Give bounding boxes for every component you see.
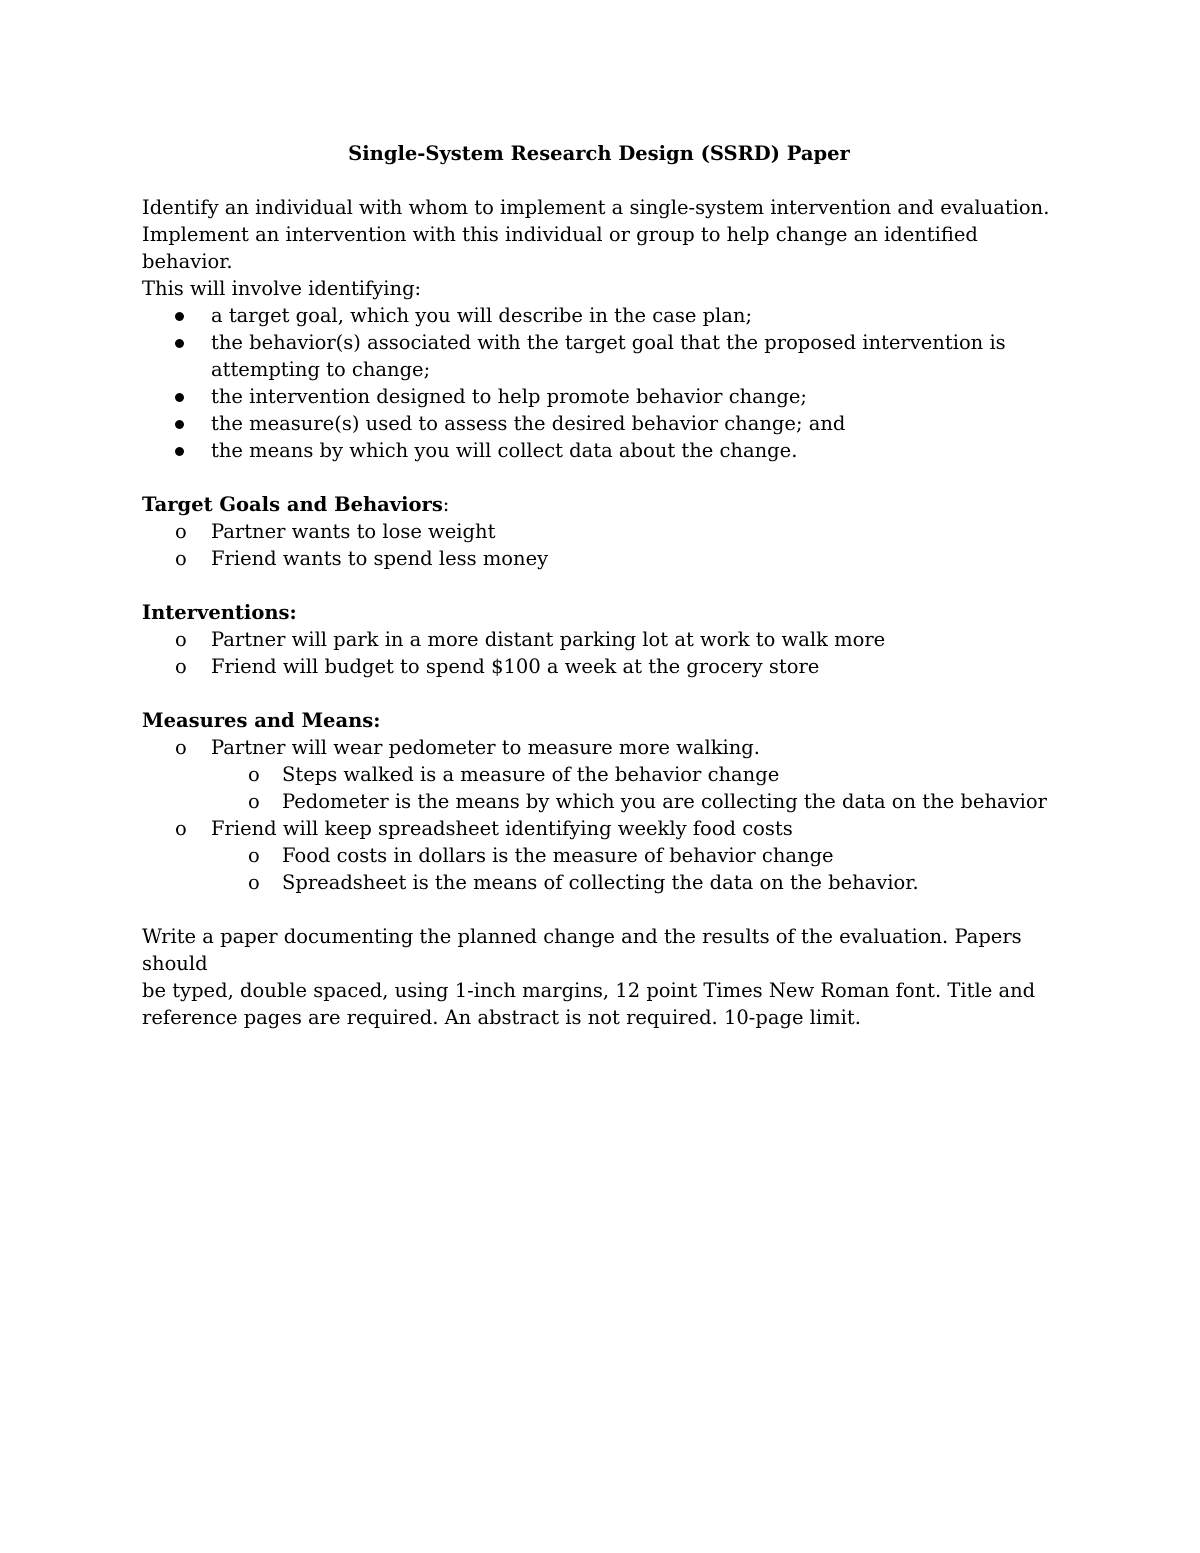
section-heading-measures: Measures and Means: bbox=[142, 709, 381, 732]
measures-list bbox=[142, 734, 1062, 761]
circle-bullet-icon: o bbox=[175, 520, 187, 543]
closing-line: Write a paper documenting the planned change and the results of the evaluation. Papers should bbox=[142, 925, 1022, 975]
bullet-dot-icon bbox=[175, 447, 184, 456]
circle-bullet-icon: o bbox=[248, 790, 260, 813]
heading-colon: : bbox=[442, 493, 450, 516]
bullet-dot-icon bbox=[175, 393, 184, 402]
circle-bullet-icon: o bbox=[175, 817, 187, 840]
list-item bbox=[142, 302, 1062, 329]
interventions-list bbox=[142, 626, 1062, 680]
bullet-dot-icon bbox=[175, 339, 184, 348]
intro-line: Implement an intervention with this individual or group to help change an identified behavior. bbox=[142, 223, 978, 273]
section-heading-interventions: Interventions: bbox=[142, 601, 297, 624]
spacer bbox=[142, 680, 1062, 707]
goals-list bbox=[142, 518, 1062, 572]
spacer bbox=[142, 464, 1062, 491]
page-title: Single-System Research Design (SSRD) Paper bbox=[348, 142, 850, 165]
list-item bbox=[142, 761, 1062, 788]
list-item bbox=[142, 815, 1062, 842]
circle-bullet-icon: o bbox=[175, 628, 187, 651]
list-item bbox=[142, 329, 1062, 383]
intro-line: This will involve identifying: bbox=[142, 277, 422, 300]
circle-bullet-icon: o bbox=[175, 547, 187, 570]
circle-bullet-icon: o bbox=[175, 736, 187, 759]
list-item-text: Friend wants to spend less money bbox=[211, 547, 549, 570]
list-item-text: Friend will budget to spend $100 a week at the grocery store bbox=[211, 655, 820, 678]
list-item-text: Partner will wear pedometer to measure more walking. bbox=[211, 736, 760, 759]
list-item-text: Friend will keep spreadsheet identifying weekly food costs bbox=[211, 817, 793, 840]
circle-bullet-icon: o bbox=[248, 844, 260, 867]
list-item bbox=[142, 383, 1062, 410]
bullet-dot-icon bbox=[175, 312, 184, 321]
list-item-text: Spreadsheet is the means of collecting the data on the behavior. bbox=[282, 871, 919, 894]
list-item-text: Partner wants to lose weight bbox=[211, 520, 496, 543]
list-item-text: the measure(s) used to assess the desired behavior change; and bbox=[211, 412, 846, 435]
list-item-text: Food costs in dollars is the measure of behavior change bbox=[282, 844, 834, 867]
circle-bullet-icon: o bbox=[175, 655, 187, 678]
section-heading-text: Target Goals and Behaviors bbox=[142, 493, 443, 516]
measures-list bbox=[142, 815, 1062, 842]
closing-paragraph bbox=[142, 923, 1062, 1031]
list-item-text: the behavior(s) associated with the target goal that the proposed intervention is attempting to change; bbox=[211, 331, 1006, 381]
list-item bbox=[142, 842, 1062, 869]
list-item bbox=[142, 437, 1062, 464]
friend-sublist bbox=[142, 842, 1062, 896]
document-body bbox=[142, 140, 1062, 1031]
bullet-dot-icon bbox=[175, 420, 184, 429]
circle-bullet-icon: o bbox=[248, 871, 260, 894]
list-item bbox=[142, 653, 1062, 680]
list-item-text: the intervention designed to help promote behavior change; bbox=[211, 385, 807, 408]
list-item bbox=[142, 626, 1062, 653]
spacer bbox=[142, 572, 1062, 599]
list-item bbox=[142, 410, 1062, 437]
partner-sublist bbox=[142, 761, 1062, 815]
circle-bullet-icon: o bbox=[248, 763, 260, 786]
closing-line: reference pages are required. An abstract is not required. 10-page limit. bbox=[142, 1006, 861, 1029]
list-item bbox=[142, 734, 1062, 761]
list-item bbox=[142, 788, 1062, 815]
spacer bbox=[142, 896, 1062, 923]
section-heading-goals bbox=[142, 491, 1062, 518]
closing-line: be typed, double spaced, using 1-inch margins, 12 point Times New Roman font. Title and bbox=[142, 979, 1036, 1002]
list-item bbox=[142, 869, 1062, 896]
list-item bbox=[142, 518, 1062, 545]
list-item-text: Steps walked is a measure of the behavior change bbox=[282, 763, 780, 786]
identify-list bbox=[142, 302, 1062, 464]
list-item bbox=[142, 545, 1062, 572]
list-item-text: the means by which you will collect data about the change. bbox=[211, 439, 798, 462]
list-item-text: Pedometer is the means by which you are collecting the data on the behavior bbox=[282, 790, 1047, 813]
list-item-text: a target goal, which you will describe in the case plan; bbox=[211, 304, 753, 327]
intro-line: Identify an individual with whom to implement a single-system intervention and evaluation. bbox=[142, 196, 1050, 219]
list-item-text: Partner will park in a more distant parking lot at work to walk more bbox=[211, 628, 886, 651]
intro-paragraph bbox=[142, 194, 1062, 302]
